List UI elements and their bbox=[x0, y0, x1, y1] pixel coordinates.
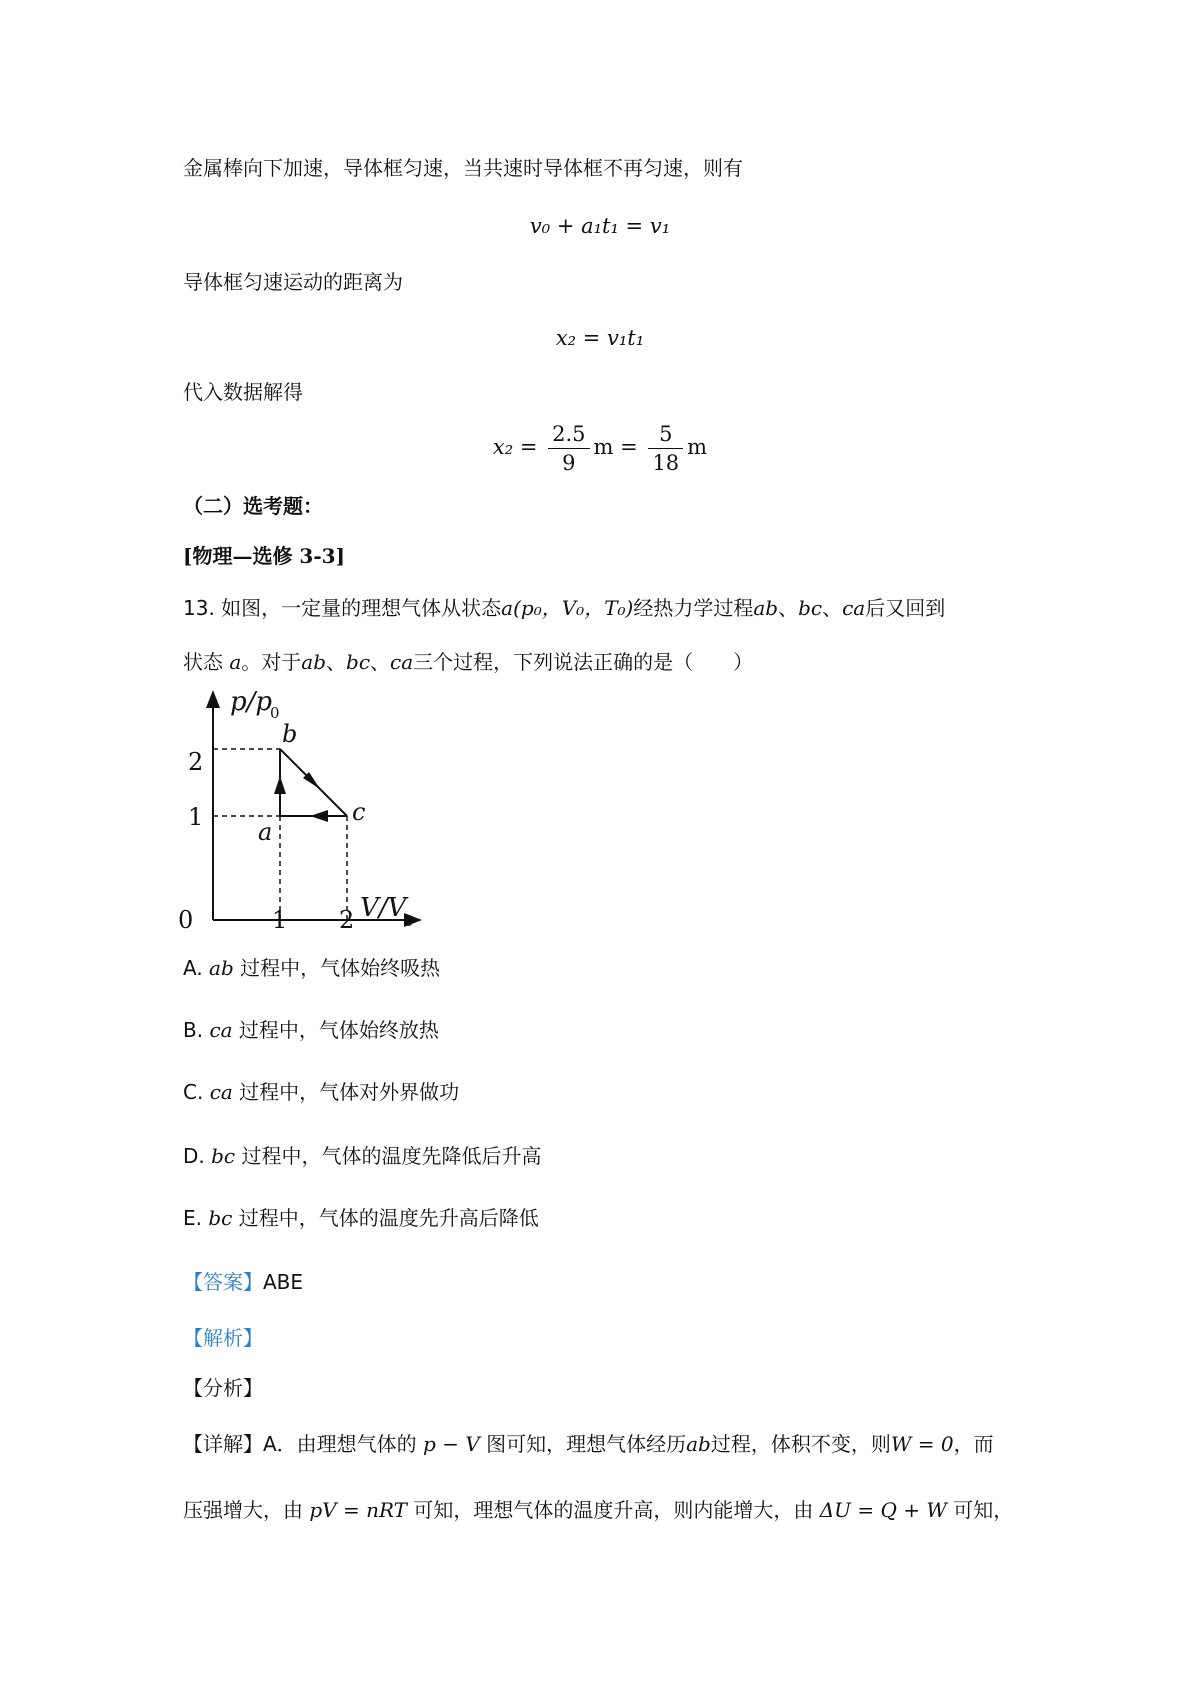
y-tick-2: 2 bbox=[188, 748, 204, 776]
fraction-1-denominator: 9 bbox=[562, 451, 576, 475]
y-axis-label: p/p bbox=[230, 690, 273, 717]
question-line-2 bbox=[183, 648, 753, 676]
answer-value: ABE bbox=[263, 1270, 304, 1294]
detail-pv: p − V bbox=[423, 1432, 480, 1456]
answer-label: 【答案】 bbox=[183, 1270, 263, 1294]
point-b-label: b bbox=[282, 720, 298, 748]
text-line-1: 金属棒向下加速，导体框匀速，当共速时导体框不再匀速，则有 bbox=[183, 156, 743, 180]
detail-du: ΔU = Q + W bbox=[819, 1498, 947, 1522]
detail-line-2 bbox=[183, 1496, 1013, 1524]
text-line-2: 导体框匀速运动的距离为 bbox=[183, 270, 403, 294]
y-axis-arrow-icon bbox=[206, 690, 220, 708]
sep-3: 、 bbox=[326, 650, 347, 674]
analysis-label: 【解析】 bbox=[183, 1326, 263, 1350]
fraction-2-numerator: 5 bbox=[648, 420, 683, 449]
fenxi-label: 【分析】 bbox=[183, 1376, 263, 1400]
fraction-1-numerator: 2.5 bbox=[548, 420, 589, 449]
point-a-label: a bbox=[258, 818, 273, 846]
state-params: (p₀，V₀，T₀) bbox=[513, 596, 634, 620]
option-c-letter: C. bbox=[183, 1080, 204, 1104]
y-tick-1: 1 bbox=[188, 803, 204, 831]
option-b-letter: B. bbox=[183, 1018, 204, 1042]
x-tick-1: 1 bbox=[272, 906, 288, 934]
process-ca: ca bbox=[842, 596, 866, 620]
option-e bbox=[183, 1204, 539, 1232]
pv-diagram bbox=[178, 690, 438, 940]
question-number: 13. bbox=[183, 596, 215, 620]
process-bc-2: bc bbox=[346, 650, 371, 674]
equation-1: v₀ + a₁t₁ = v₁ bbox=[529, 214, 671, 238]
question-line-1 bbox=[183, 594, 945, 622]
detail-p1: A．由理想气体的 bbox=[263, 1432, 417, 1456]
detail-q3: 可知， bbox=[953, 1498, 1014, 1522]
question-stem-2b: 。对于 bbox=[241, 650, 302, 674]
option-a-text: 过程中，气体始终吸热 bbox=[240, 956, 441, 980]
answer-line bbox=[183, 1268, 303, 1296]
option-b bbox=[183, 1016, 439, 1044]
detail-q2: 可知，理想气体的温度升高，则内能增大，由 bbox=[413, 1498, 814, 1522]
option-c bbox=[183, 1078, 459, 1106]
detail-p3: 过程，体积不变，则 bbox=[710, 1432, 891, 1456]
process-ab-2: ab bbox=[301, 650, 327, 674]
option-a-letter: A. bbox=[183, 956, 203, 980]
option-b-sym: ca bbox=[209, 1018, 233, 1042]
option-d-sym: bc bbox=[211, 1144, 236, 1168]
option-d bbox=[183, 1142, 542, 1170]
sep-1: 、 bbox=[778, 596, 799, 620]
question-stem-2c: 三个过程，下列说法正确的是（ ） bbox=[413, 650, 754, 674]
process-ab: ab bbox=[753, 596, 779, 620]
option-a bbox=[183, 954, 440, 982]
fraction-1 bbox=[548, 420, 589, 477]
equation-2: x₂ = v₁t₁ bbox=[555, 326, 645, 350]
fraction-2-denominator: 18 bbox=[652, 451, 680, 475]
sep-4: 、 bbox=[370, 650, 391, 674]
ca-arrow-icon bbox=[310, 810, 328, 822]
x-tick-2: 2 bbox=[339, 906, 355, 934]
unit-m-1: m bbox=[593, 435, 614, 459]
state-a-2: a bbox=[229, 650, 242, 674]
option-e-text: 过程中，气体的温度先升高后降低 bbox=[238, 1206, 539, 1230]
x-axis-label: V/V bbox=[360, 893, 407, 923]
x-axis-label-sub: 0 bbox=[404, 912, 414, 930]
ab-arrow-icon bbox=[274, 776, 286, 794]
detail-label: 【详解】 bbox=[183, 1432, 263, 1456]
option-c-sym: ca bbox=[209, 1080, 233, 1104]
detail-p2: 图可知，理想气体经历 bbox=[486, 1432, 687, 1456]
option-d-letter: D. bbox=[183, 1144, 205, 1168]
detail-line-1 bbox=[183, 1430, 994, 1458]
unit-m-2: m bbox=[687, 435, 708, 459]
eq3-equals: = bbox=[620, 435, 638, 459]
point-c-label: c bbox=[352, 798, 366, 826]
eq3-lhs: x₂ = bbox=[492, 435, 538, 459]
option-c-text: 过程中，气体对外界做功 bbox=[239, 1080, 460, 1104]
process-ca-2: ca bbox=[390, 650, 414, 674]
detail-w0: W = 0 bbox=[890, 1432, 954, 1456]
text-line-3: 代入数据解得 bbox=[183, 380, 303, 404]
fraction-2 bbox=[648, 420, 683, 477]
question-stem-2a: 状态 bbox=[183, 650, 230, 674]
detail-pvnrt: pV = nRT bbox=[309, 1498, 408, 1522]
detail-p4: ，而 bbox=[953, 1432, 994, 1456]
y-axis-label-sub: 0 bbox=[270, 704, 280, 722]
option-e-sym: bc bbox=[208, 1206, 233, 1230]
process-bc: bc bbox=[798, 596, 823, 620]
option-b-text: 过程中，气体始终放热 bbox=[238, 1018, 439, 1042]
state-a: a bbox=[501, 596, 514, 620]
section-title: （二）选考题： bbox=[183, 494, 323, 518]
question-stem-1b: 经热力学过程 bbox=[633, 596, 754, 620]
detail-q1: 压强增大，由 bbox=[183, 1498, 303, 1522]
section-subtitle: [物理—选修 3-3] bbox=[183, 544, 346, 568]
sep-2: 、 bbox=[822, 596, 843, 620]
option-a-sym: ab bbox=[209, 956, 234, 980]
option-d-text: 过程中，气体的温度先降低后升高 bbox=[241, 1144, 542, 1168]
question-stem-1c: 后又回到 bbox=[865, 596, 946, 620]
origin-label: 0 bbox=[178, 906, 194, 934]
equation-3 bbox=[0, 420, 1200, 477]
detail-ab: ab bbox=[686, 1432, 711, 1456]
question-stem-1a: 如图，一定量的理想气体从状态 bbox=[221, 596, 502, 620]
option-e-letter: E. bbox=[183, 1206, 202, 1230]
